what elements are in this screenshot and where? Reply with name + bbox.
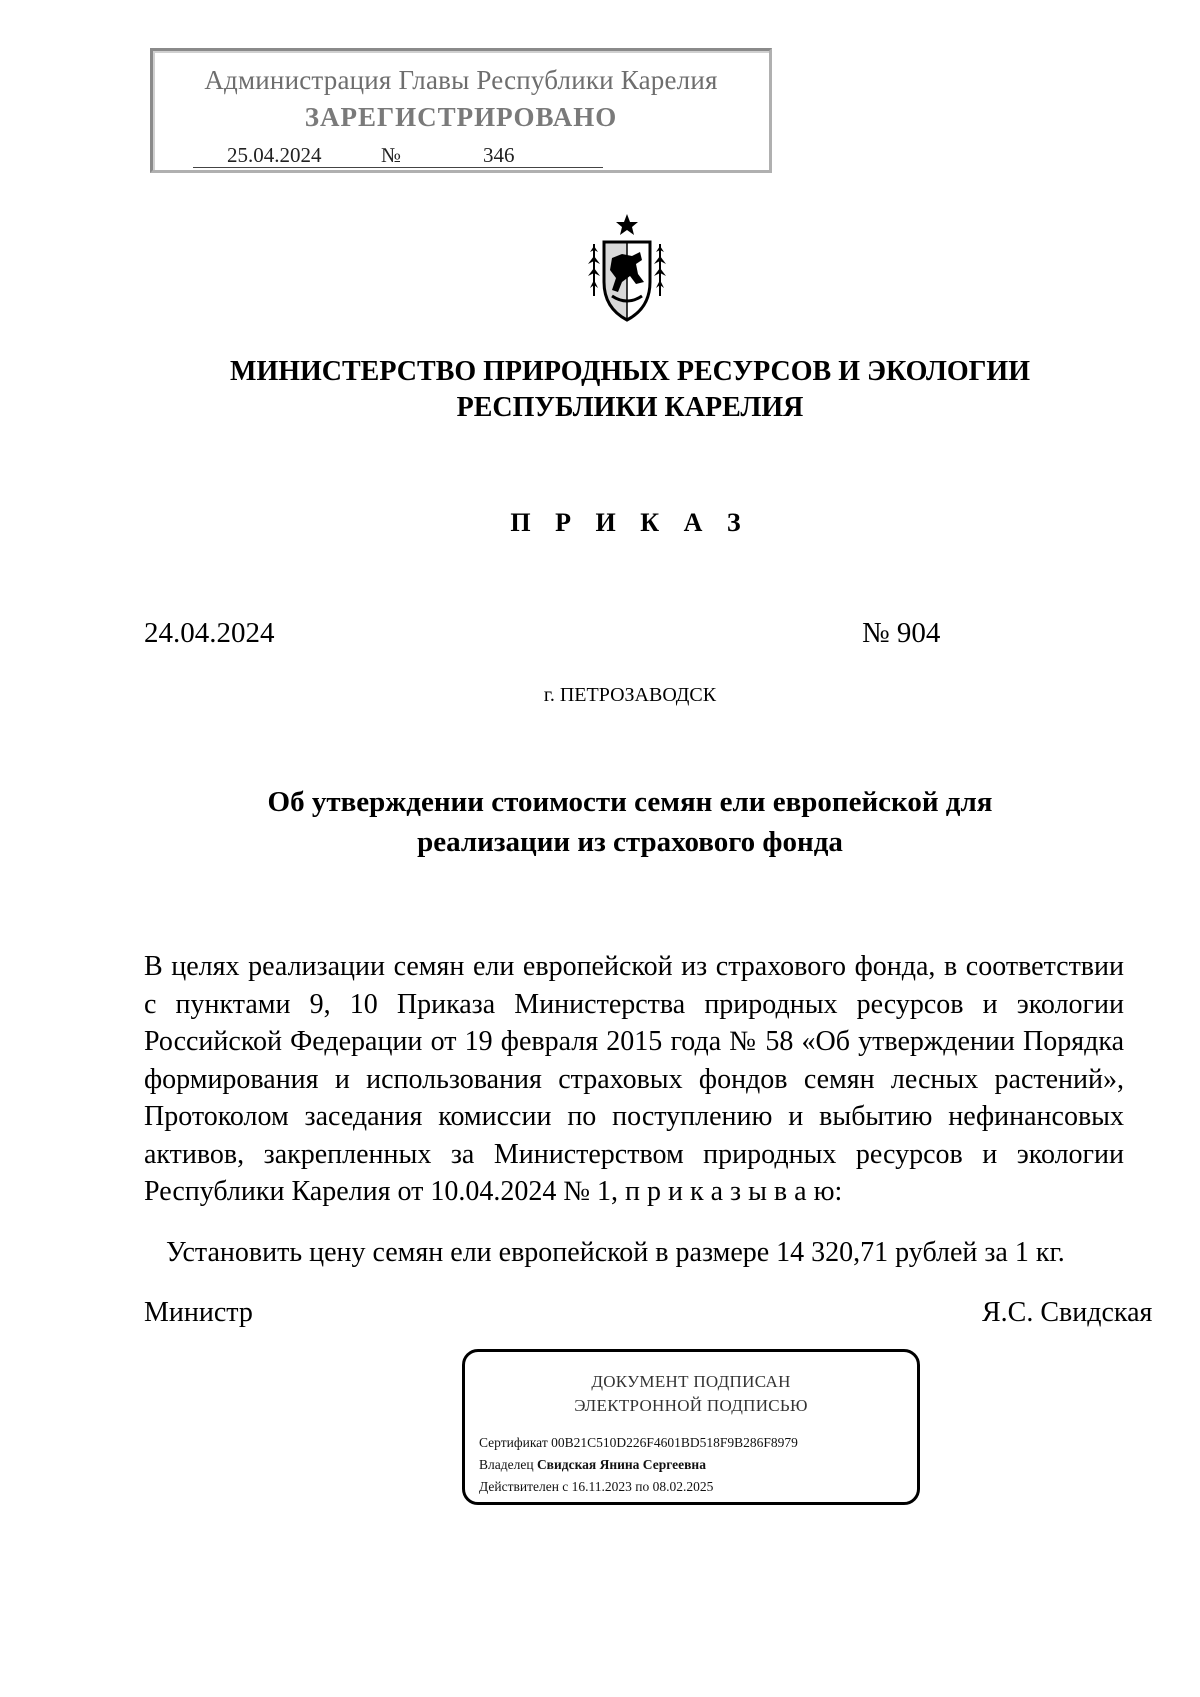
esign-owner: Свидская Янина Сергеевна xyxy=(536,1457,706,1472)
ministry-name xyxy=(0,354,1200,426)
esign-valid-from: 16.11.2023 xyxy=(571,1479,632,1494)
esign-valid-to-label: по xyxy=(635,1479,650,1494)
esign-heading-line1: ДОКУМЕНТ ПОДПИСАН xyxy=(591,1372,791,1391)
order-decision: Установить цену семян ели европейской в размере 14 320,71 рублей за 1 кг. xyxy=(166,1237,1065,1268)
signer-name: Я.С. Свидская xyxy=(982,1297,1153,1328)
registration-stamp xyxy=(150,48,772,173)
electronic-signature-stamp xyxy=(462,1349,920,1505)
order-subject-line2: реализации из страхового фонда xyxy=(417,826,843,858)
order-preamble: В целях реализации семян ели европейской из страхового фонда, в соответствии с пунктами 9, 10 Приказа Министерства природных ресурсов и экологии Российской Федерации от 19 февраля 2015 года № 58 «Об утверждении Порядка формирования и использования страховых фондов семян лесных растений», Протоколом заседания комиссии по поступлению и выбытию нефинансовых активов, закрепленных за Министерством природных ресурсов и экологии Республики Карелия от 10.04.2024 № 1, п р и к а з ы в а ю: xyxy=(144,951,1124,1207)
esign-certificate: 00B21C510D226F4601BD518F9B286F8979 xyxy=(551,1435,798,1450)
esign-certificate-row xyxy=(479,1432,798,1454)
ministry-name-line2: РЕСПУБЛИКИ КАРЕЛИЯ xyxy=(456,392,804,423)
esign-owner-label: Владелец xyxy=(479,1457,534,1472)
esign-validity-row xyxy=(479,1476,798,1498)
ministry-name-line1: МИНИСТЕРСТВО ПРИРОДНЫХ РЕСУРСОВ И ЭКОЛОГИИ xyxy=(230,356,1030,387)
order-number: № 904 xyxy=(862,617,941,649)
signer-title: Министр xyxy=(144,1297,253,1328)
order-date: 24.04.2024 xyxy=(144,617,275,649)
esign-certificate-label: Сертификат xyxy=(479,1435,548,1450)
registration-number: 346 xyxy=(483,143,515,167)
order-subject xyxy=(210,782,1050,862)
esign-valid-to: 08.02.2025 xyxy=(652,1479,714,1494)
registration-stamp-row xyxy=(193,143,603,169)
registration-stamp-status: ЗАРЕГИСТРИРОВАНО xyxy=(304,102,618,132)
order-city: г. ПЕТРОЗАВОДСК xyxy=(543,684,717,706)
registration-stamp-authority: Администрация Главы Республики Карелия xyxy=(204,65,718,95)
esign-owner-row xyxy=(479,1454,798,1476)
esign-heading-line2: ЭЛЕКТРОННОЙ ПОДПИСЬЮ xyxy=(574,1396,808,1415)
registration-number-sign: № xyxy=(381,143,402,167)
registration-date: 25.04.2024 xyxy=(227,143,322,167)
order-subject-line1: Об утверждении стоимости семян ели европейской для xyxy=(267,786,993,818)
document-type: П Р И К А З xyxy=(510,508,750,537)
coat-of-arms-icon xyxy=(582,212,672,324)
esign-valid-label: Действителен с xyxy=(479,1479,569,1494)
esign-heading xyxy=(465,1370,917,1418)
esign-details xyxy=(479,1432,798,1498)
